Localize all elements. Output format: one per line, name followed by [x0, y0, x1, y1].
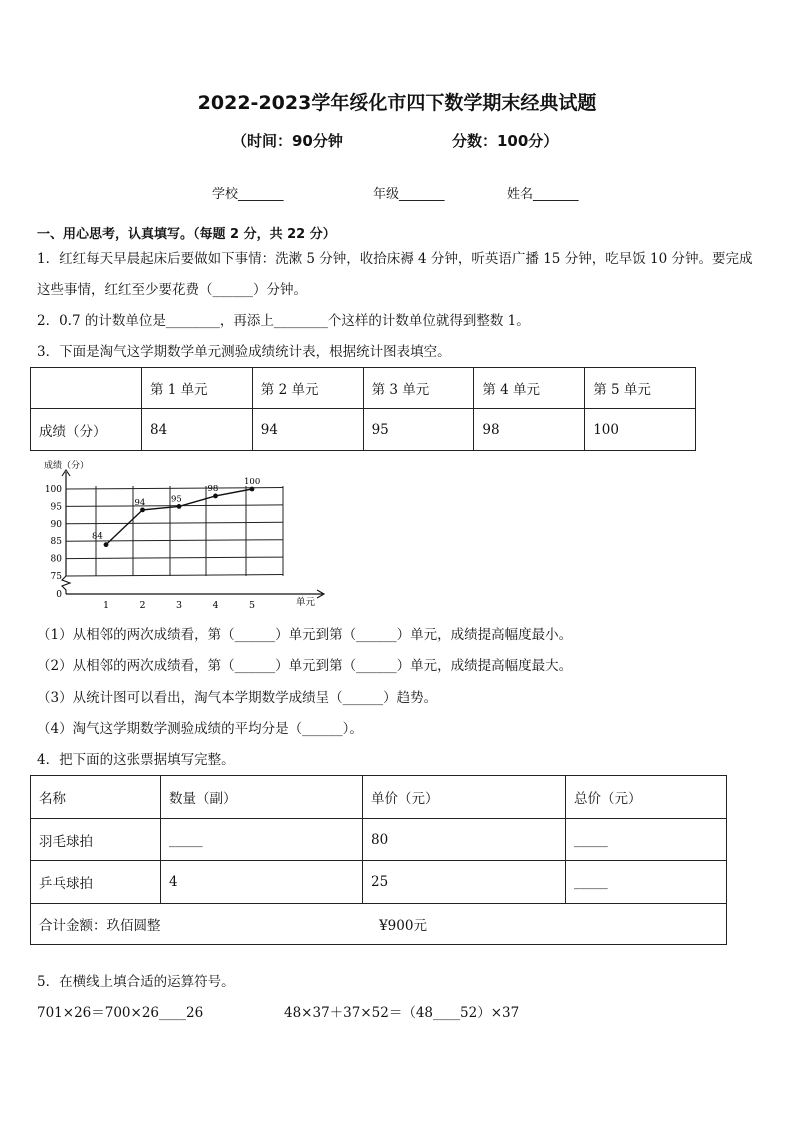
question-3-sub-3: （3）从统计图可以看出，淘气本学期数学成绩呈（______）趋势。 — [37, 690, 438, 706]
chart-x-tick-label: 5 — [248, 600, 256, 611]
table-cell: 95 — [363, 409, 474, 451]
receipt-cell: 乒乓球拍 — [31, 861, 161, 904]
score-table — [30, 367, 696, 451]
chart-y-tick-label: 85 — [50, 537, 62, 548]
table-cell: 84 — [142, 409, 253, 451]
chart-data-point — [140, 507, 145, 512]
chart-y-tick-label: 75 — [50, 572, 62, 582]
receipt-blank: _____ — [161, 819, 363, 861]
question-4: 4．把下面的这张票据填写完整。 — [37, 752, 235, 768]
receipt-cell: 羽毛球拍 — [31, 819, 161, 861]
chart-x-tick-label: 2 — [139, 600, 146, 611]
table-row-label: 成绩（分） — [31, 409, 142, 451]
question-3-sub-2: （2）从相邻的两次成绩看，第（______）单元到第（______）单元，成绩提高幅度最大。 — [37, 658, 573, 674]
table-header-cell: 第 3 单元 — [363, 368, 474, 409]
question-3-sub-4: （4）淘气这学期数学测验成绩的平均分是（______）。 — [37, 721, 363, 737]
question-5: 5．在横线上填合适的运算符号。 — [37, 974, 235, 990]
chart-axis-break — [62, 576, 70, 594]
chart-gridline-h — [66, 575, 283, 577]
question-2: 2．0.7 的计数单位是________，再添上________个这样的计数单位就得到整数 1。 — [37, 313, 530, 329]
receipt-header-cell: 数量（副） — [161, 776, 363, 819]
name-field: 姓名_______ — [507, 187, 579, 202]
chart-y-tick-label: 80 — [50, 554, 62, 565]
receipt-table — [30, 775, 727, 945]
chart-y-tick-label: 100 — [44, 485, 62, 495]
chart-y-tick-label: 0 — [56, 590, 62, 600]
chart-data-label: 94 — [134, 497, 146, 508]
chart-x-tick-label: 3 — [175, 600, 183, 611]
time-label: （时间：90分钟 — [232, 132, 343, 150]
receipt-header-cell: 总价（元） — [566, 776, 727, 819]
table-header-cell: 第 5 单元 — [585, 368, 696, 409]
table-header-cell: 第 4 单元 — [474, 368, 585, 409]
question-1-line-1: 1．红红每天早晨起床后要做如下事情：洗漱 5 分钟，收拾床褥 4 分钟，听英语广播 15 分钟，吃早饭 10 分钟。要完成 — [37, 251, 753, 267]
question-5-a: 701×26＝700×26____26 — [37, 1005, 204, 1021]
question-3-sub-1: （1）从相邻的两次成绩看，第（______）单元到第（______）单元，成绩提高幅度最小。 — [37, 627, 573, 643]
receipt-total-row — [31, 904, 727, 945]
chart-y-tick-label: 95 — [50, 502, 62, 513]
chart-y-tick-label: 90 — [50, 519, 62, 530]
table-cell: 98 — [474, 409, 585, 451]
grade-field: 年级_______ — [373, 187, 445, 202]
chart-data-point — [177, 504, 182, 509]
receipt-total-value: ¥900元 — [379, 918, 427, 934]
receipt-cell: 25 — [363, 861, 566, 904]
chart-x-tick-label: 4 — [212, 600, 219, 611]
chart-x-label: 单元 — [296, 597, 316, 608]
section-heading: 一、用心思考，认真填写。（每题 2 分，共 22 分） — [37, 227, 336, 242]
table-cell: 100 — [585, 409, 696, 451]
question-1-line-2: 这些事情，红红至少要花费（______）分钟。 — [37, 282, 307, 298]
receipt-blank: _____ — [566, 819, 727, 861]
score-line-chart — [38, 458, 328, 618]
table-header-cell — [31, 368, 142, 409]
question-5-b: 48×37＋37×52＝（48____52）×37 — [284, 1005, 520, 1021]
score-label: 分数：100分） — [452, 132, 559, 150]
table-header-cell: 第 2 单元 — [252, 368, 363, 409]
school-field: 学校_______ — [212, 187, 284, 202]
page-title: 2022-2023学年绥化市四下数学期末经典试题 — [197, 92, 597, 114]
chart-y-label: 成绩（分） — [44, 461, 90, 471]
question-3: 3．下面是淘气这学期数学单元测验成绩统计表，根据统计图表填空。 — [37, 344, 451, 360]
chart-data-label: 95 — [171, 494, 182, 505]
chart-data-label: 84 — [92, 531, 103, 542]
receipt-cell: 80 — [363, 819, 566, 861]
receipt-cell: 4 — [161, 861, 363, 904]
chart-data-label: 98 — [207, 483, 219, 494]
chart-gridline-h — [66, 557, 283, 559]
chart-data-point — [250, 487, 255, 492]
table-header-cell: 第 1 单元 — [142, 368, 253, 409]
receipt-total-label: 合计金额：玖佰圆整 — [39, 918, 161, 934]
table-cell: 94 — [252, 409, 363, 451]
chart-data-point — [213, 494, 218, 499]
receipt-blank: _____ — [566, 861, 727, 904]
chart-x-tick-label: 1 — [102, 600, 110, 611]
chart-gridline-h — [66, 522, 283, 524]
receipt-header-cell: 单价（元） — [363, 776, 566, 819]
receipt-header-cell: 名称 — [31, 776, 161, 819]
chart-data-point — [104, 542, 109, 547]
chart-data-label: 100 — [244, 477, 261, 487]
